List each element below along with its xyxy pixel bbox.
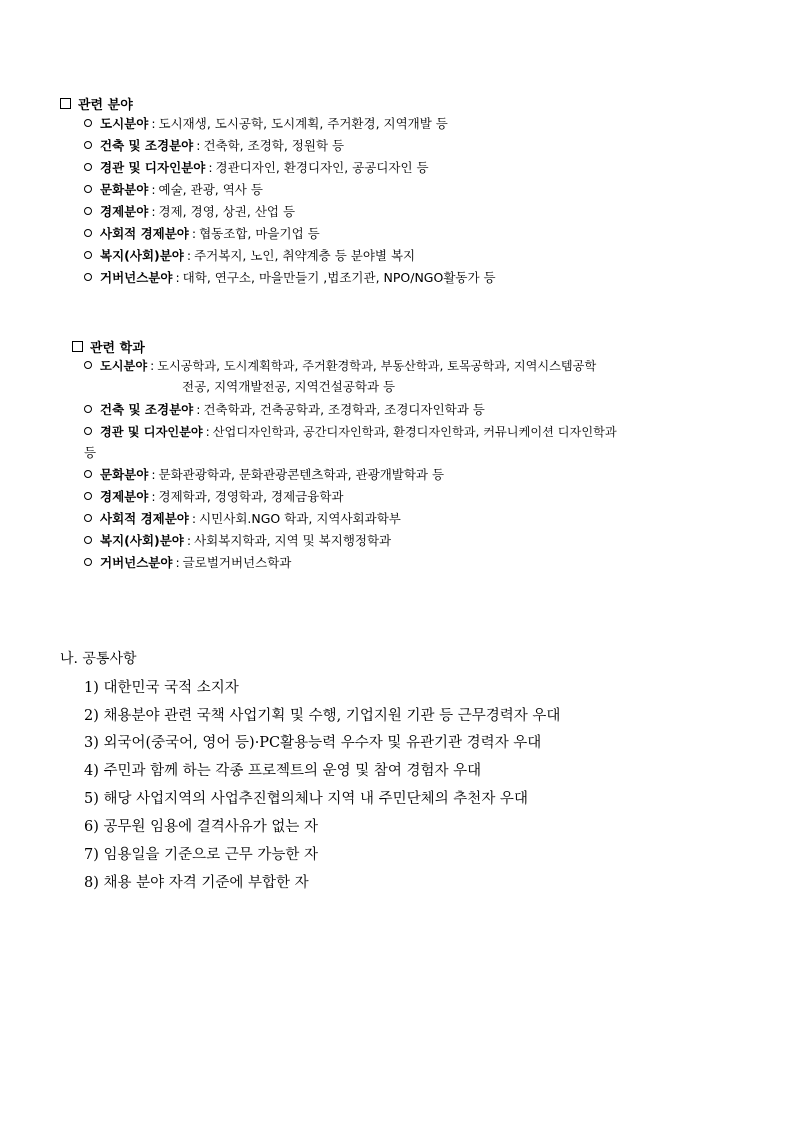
separator: :	[175, 270, 180, 285]
separator: :	[186, 248, 192, 263]
field-name: 문화분야	[100, 467, 149, 482]
requirement-item: 3) 외국어(중국어, 영어 등)·PC활용능력 우수자 및 유관기관 경력자 우대	[84, 735, 542, 751]
field-name: 사회적 경제분야	[100, 226, 189, 241]
circle-bullet-icon	[84, 536, 92, 544]
field-desc: 글로벌거버넌스학과	[182, 555, 292, 570]
field-desc: 시민사회.NGO 학과, 지역사회과학부	[199, 511, 401, 526]
circle-bullet-icon	[84, 229, 92, 237]
separator: :	[151, 204, 156, 219]
circle-bullet-icon	[84, 185, 92, 193]
circle-bullet-icon	[84, 405, 92, 413]
field-name: 건축 및 조경분야	[100, 138, 194, 153]
list-item	[84, 532, 391, 550]
requirement-item: 5) 해당 사업지역의 사업추진협의체나 지역 내 주민단체의 추천자 우대	[84, 791, 528, 807]
field-desc: 경제학과, 경영학과, 경제금융학과	[158, 489, 344, 504]
list-item	[84, 401, 485, 419]
circle-bullet-icon	[84, 514, 92, 522]
field-desc: 주거복지, 노인, 취약계층 등 분야별 복지	[194, 248, 416, 263]
list-item	[84, 510, 401, 528]
checkbox-square-icon	[60, 98, 71, 109]
field-desc: 건축학, 조경학, 정원학 등	[203, 138, 345, 153]
circle-bullet-icon	[84, 141, 92, 149]
section-title-related-departments	[72, 337, 145, 356]
separator: :	[205, 425, 210, 439]
circle-bullet-icon	[84, 251, 92, 259]
section-title-text: 관련 학과	[90, 341, 145, 356]
separator: :	[191, 226, 197, 241]
list-item	[84, 159, 429, 177]
list-item	[84, 357, 596, 375]
field-name: 경제분야	[100, 489, 149, 504]
list-item	[84, 203, 295, 221]
field-desc: 도시공학과, 도시계획학과, 주거환경학과, 부동산학과, 토목공학과, 지역시스템공학	[157, 359, 597, 373]
separator: :	[191, 511, 197, 526]
section-title-common: 나. 공통사항	[60, 651, 137, 667]
circle-bullet-icon	[84, 163, 92, 171]
field-desc: 사회복지학과, 지역 및 복지행정학과	[194, 533, 392, 548]
field-name: 거버넌스분야	[100, 555, 173, 570]
circle-bullet-icon	[84, 492, 92, 500]
field-name: 도시분야	[100, 359, 148, 373]
requirement-item: 8) 채용 분야 자격 기준에 부합한 자	[84, 875, 309, 891]
separator: :	[150, 359, 155, 373]
field-desc: 도시재생, 도시공학, 도시계획, 주거환경, 지역개발 등	[158, 116, 448, 131]
field-desc: 경관디자인, 환경디자인, 공공디자인 등	[215, 160, 429, 175]
circle-bullet-icon	[84, 273, 92, 281]
checkbox-square-icon	[72, 341, 83, 352]
list-item	[84, 423, 617, 441]
separator: :	[196, 402, 201, 417]
separator: :	[151, 182, 156, 197]
circle-bullet-icon	[84, 427, 92, 435]
field-desc: 예술, 관광, 역사 등	[158, 182, 263, 197]
list-item	[84, 181, 263, 199]
requirement-item: 7) 임용일을 기준으로 근무 가능한 자	[84, 847, 319, 863]
separator: :	[151, 489, 156, 504]
field-name: 경관 및 디자인분야	[100, 425, 203, 439]
list-item-continuation: 전공, 지역개발전공, 지역건설공학과 등	[182, 379, 396, 394]
requirement-item: 2) 채용분야 관련 국책 사업기획 및 수행, 기업지원 기관 등 근무경력자 우대	[84, 708, 561, 724]
list-item	[84, 225, 320, 243]
circle-bullet-icon	[84, 207, 92, 215]
field-desc: 산업디자인학과, 공간디자인학과, 환경디자인학과, 커뮤니케이션 디자인학과	[212, 425, 617, 439]
field-name: 경관 및 디자인분야	[100, 160, 206, 175]
circle-bullet-icon	[84, 119, 92, 127]
circle-bullet-icon	[84, 361, 92, 369]
section-title-text: 관련 분야	[78, 98, 133, 113]
list-item	[84, 269, 496, 287]
field-name: 복지(사회)분야	[100, 248, 184, 263]
field-desc: 문화관광학과, 문화관광콘텐츠학과, 관광개발학과 등	[158, 467, 445, 482]
list-item	[84, 466, 444, 484]
field-desc: 협동조합, 마을기업 등	[199, 226, 320, 241]
list-item	[84, 554, 291, 572]
field-name: 경제분야	[100, 204, 149, 219]
circle-bullet-icon	[84, 558, 92, 566]
requirement-item: 6) 공무원 임용에 결격사유가 없는 자	[84, 819, 319, 835]
field-desc: 대학, 연구소, 마을만들기 ,법조기관, NPO/NGO활동가 등	[182, 270, 496, 285]
field-desc: 경제, 경영, 상권, 산업 등	[158, 204, 296, 219]
separator: :	[151, 116, 156, 131]
list-item	[84, 247, 415, 265]
list-item-continuation: 등	[84, 445, 97, 460]
field-name: 문화분야	[100, 182, 149, 197]
field-desc: 건축학과, 건축공학과, 조경학과, 조경디자인학과 등	[203, 402, 485, 417]
field-name: 도시분야	[100, 116, 149, 131]
field-name: 건축 및 조경분야	[100, 402, 194, 417]
list-item	[84, 137, 344, 155]
list-item	[84, 488, 343, 506]
separator: :	[208, 160, 213, 175]
separator: :	[186, 533, 192, 548]
separator: :	[151, 467, 156, 482]
separator: :	[175, 555, 180, 570]
field-name: 거버넌스분야	[100, 270, 173, 285]
field-name: 복지(사회)분야	[100, 533, 184, 548]
list-item	[84, 115, 448, 133]
section-title-related-fields	[60, 94, 133, 113]
field-name: 사회적 경제분야	[100, 511, 189, 526]
requirement-item: 1) 대한민국 국적 소지자	[84, 680, 239, 696]
separator: :	[196, 138, 201, 153]
requirement-item: 4) 주민과 함께 하는 각종 프로젝트의 운영 및 참여 경험자 우대	[84, 763, 482, 779]
circle-bullet-icon	[84, 470, 92, 478]
